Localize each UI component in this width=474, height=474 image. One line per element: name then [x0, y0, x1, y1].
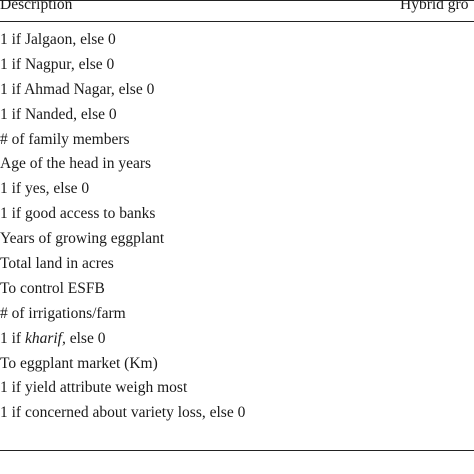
table-row — [0, 80, 474, 105]
table-row — [0, 403, 474, 428]
row-description: To eggplant market (Km) — [0, 354, 158, 372]
row-description: 1 if Jalgaon, else 0 — [0, 31, 116, 48]
row-description: 1 if concerned about variety loss, else 0 — [0, 404, 246, 422]
row-description: 1 if yield attribute weigh most — [0, 379, 188, 397]
row-description: 1 if yes, else 0 — [0, 180, 90, 198]
table-row — [0, 30, 474, 55]
table-body — [0, 30, 474, 428]
table-row — [0, 55, 474, 80]
table-row — [0, 154, 474, 179]
row-description: Age of the head in years — [0, 155, 152, 173]
row-description-italic: kharif, — [24, 329, 66, 347]
row-description: Years of growing eggplant — [0, 230, 165, 248]
row-description-prefix: 1 if — [0, 329, 25, 347]
header-rule — [0, 21, 474, 22]
table-row — [0, 130, 474, 155]
table-row — [0, 354, 474, 379]
table-row — [0, 329, 474, 354]
row-description — [0, 329, 105, 349]
row-description-suffix: else 0 — [65, 329, 106, 347]
header-hybrid-group: Hybrid gro — [400, 0, 469, 13]
row-description: Total land in acres — [0, 255, 114, 273]
bottom-rule — [0, 450, 474, 451]
table-row — [0, 378, 474, 403]
row-description: 1 if good access to banks — [0, 205, 156, 223]
row-description: To control ESFB — [0, 279, 105, 297]
table-row — [0, 229, 474, 254]
table-row — [0, 279, 474, 304]
row-description: 1 if Nagpur, else 0 — [0, 55, 115, 73]
table-header — [0, 0, 474, 21]
row-description: 1 if Ahmad Nagar, else 0 — [0, 80, 155, 98]
table-row — [0, 204, 474, 229]
row-description: 1 if Nanded, else 0 — [0, 105, 117, 123]
table-row — [0, 254, 474, 279]
header-description: Description — [0, 0, 73, 13]
table-row — [0, 304, 474, 329]
table-row — [0, 179, 474, 204]
row-description: # of family members — [0, 130, 130, 148]
row-description: # of irrigations/farm — [0, 304, 126, 322]
table-row — [0, 105, 474, 130]
